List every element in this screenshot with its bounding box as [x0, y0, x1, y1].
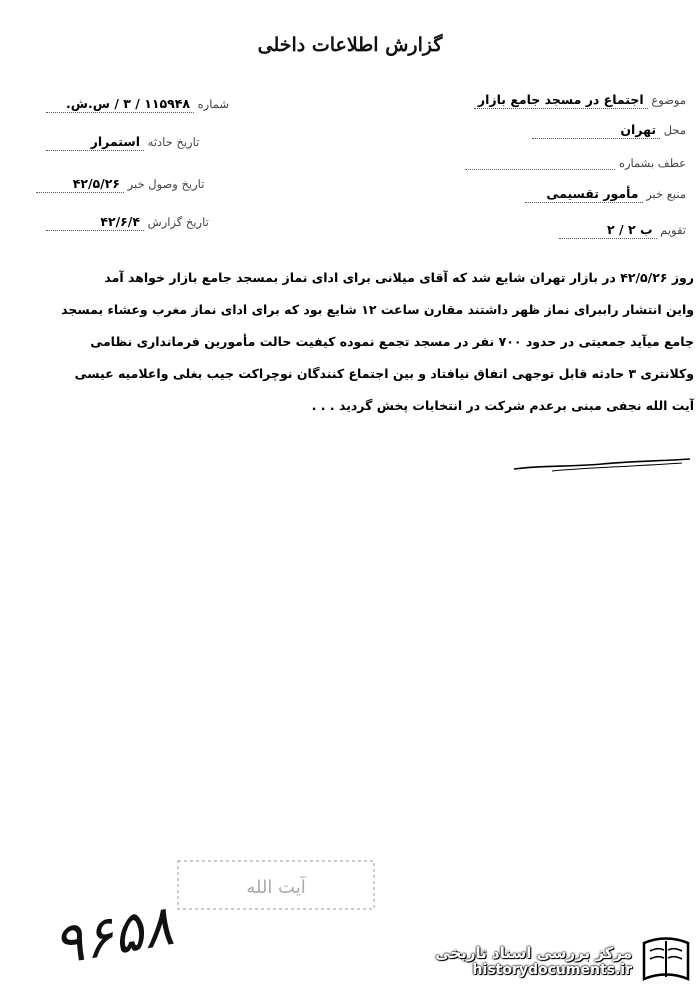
reference-field: [465, 156, 686, 170]
handwritten-archive-number: [22, 860, 182, 980]
receipt-date-value: ۴۲/۵/۲۶: [36, 176, 124, 193]
receipt-date-label: تاریخ وصول خبر: [127, 177, 205, 191]
rating-field: [559, 222, 686, 239]
faint-stamp: [176, 855, 376, 915]
incident-date-label: تاریخ حادثه: [147, 135, 200, 149]
reference-label: عطف بشماره: [618, 156, 686, 170]
body-line: روز ۴۲/۵/۲۶ در بازار تهران شایع شد که آقای میلانی برای ادای نماز بمسجد جامع بازار خواهد آمد: [104, 270, 694, 285]
report-date-label: تاریخ گزارش: [147, 215, 209, 229]
place-field: [532, 122, 686, 139]
watermark-url: historydocuments.ir: [472, 962, 632, 978]
incident-date-value: استمرار: [46, 134, 144, 151]
body-line: وکلانتری ۳ حادثه قابل توجهی اتفاق نیافتاد و بین اجتماع کنندگان نوچراکت جیب بغلی واعلامیه عیسی: [74, 366, 694, 381]
watermark-persian: مرکز بررسی اسناد تاریخی: [435, 944, 632, 962]
reference-value: [465, 169, 615, 170]
document-title: گزارش اطلاعات داخلی: [257, 34, 443, 56]
source-label: منبع خبر: [646, 187, 686, 201]
number-label: شماره: [197, 97, 230, 111]
subject-label: موضوع: [651, 93, 686, 107]
subject-value: اجتماع در مسجد جامع بازار: [474, 92, 648, 109]
incident-date-field: [46, 134, 199, 151]
number-value: ۱۱۵۹۴۸ / ۳ / س.ش.: [46, 96, 194, 113]
rating-value: ب ۲ / ۲: [559, 222, 657, 239]
subject-field: [474, 92, 686, 109]
watermark: [414, 930, 694, 992]
report-date-value: ۴۲/۶/۴: [46, 214, 144, 231]
receipt-date-field: [36, 176, 204, 193]
archive-logo-icon: [638, 933, 694, 989]
body-line: آیت الله نجفی مبنی برعدم شرکت در انتخابات پخش گردید . . .: [311, 398, 694, 413]
report-body: [10, 262, 694, 422]
report-date-field: [46, 214, 209, 231]
watermark-text: [414, 944, 632, 978]
place-label: محل: [663, 123, 686, 137]
source-value: مأمور تقسیمی: [525, 186, 643, 203]
rating-label: تقویم: [660, 223, 686, 237]
stamp-text: آیت الله: [246, 877, 306, 898]
number-field: [46, 96, 229, 113]
body-line: واین انتشار راببرای نماز ظهر داشتند مقارن ساعت ۱۲ شایع بود که برای ادای نماز مغرب وعشاء بمسجد: [61, 302, 694, 317]
body-line: جامع میآید جمعیتی در حدود ۷۰۰ نفر در مسجد تجمع نموده کیفیت حالت مأمورین فرمانداری نظامی: [90, 334, 694, 349]
handwritten-number-text: ۹۶۵۸: [48, 893, 178, 979]
place-value: تهران: [532, 122, 660, 139]
signature-scribble: [512, 455, 692, 475]
source-field: [525, 186, 686, 203]
